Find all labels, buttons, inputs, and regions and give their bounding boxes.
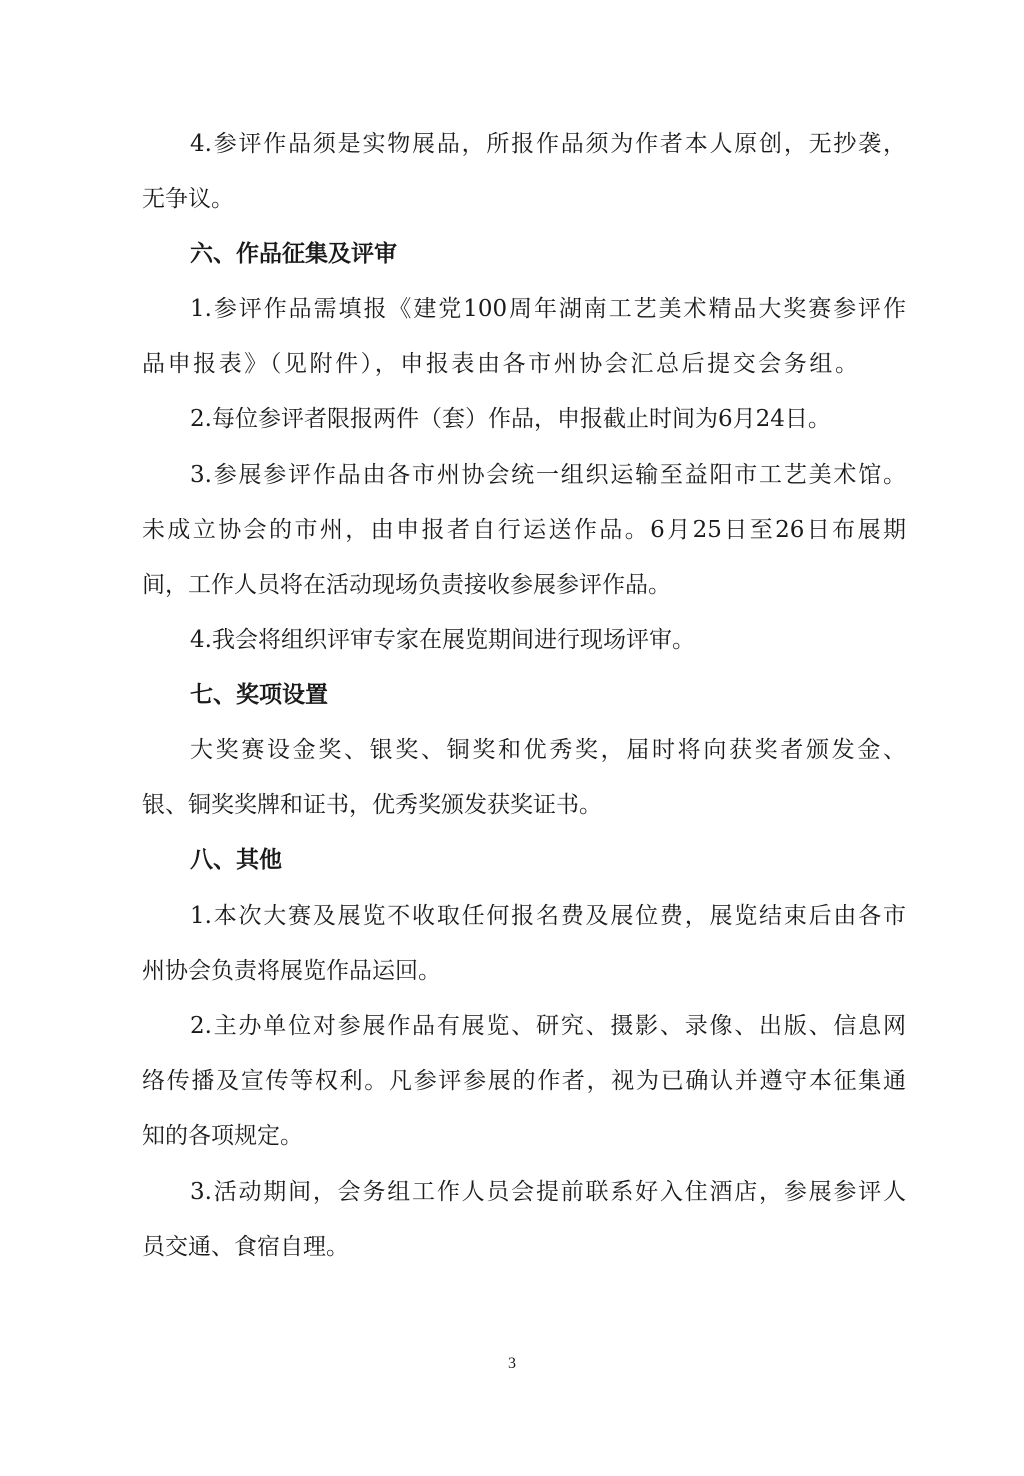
paragraph-line: 4.我会将组织评审专家在展览期间进行现场评审。 <box>190 627 695 653</box>
paragraph-line: 员交通、食宿自理。 <box>142 1234 349 1260</box>
paragraph-line: 3.活动期间，会务组工作人员会提前联系好入住酒店，参展参评人 <box>190 1179 906 1205</box>
paragraph-line: 无争议。 <box>142 186 234 212</box>
section-heading: 七、奖项设置 <box>190 681 328 708</box>
section-heading: 八、其他 <box>190 846 282 873</box>
paragraph-line: 州协会负责将展览作品运回。 <box>142 958 441 984</box>
paragraph-line: 品申报表》（见附件），申报表由各市州协会汇总后提交会务组。 <box>142 351 858 377</box>
paragraph-line: 大奖赛设金奖、银奖、铜奖和优秀奖，届时将向获奖者颁发金、 <box>190 737 906 763</box>
paragraph-line: 3.参展参评作品由各市州协会统一组织运输至益阳市工艺美术馆。 <box>190 462 906 488</box>
paragraph-line: 1.参评作品需填报《建党100周年湖南工艺美术精品大奖赛参评作 <box>190 296 906 322</box>
paragraph-line: 2.每位参评者限报两件（套）作品，申报截止时间为6月24日。 <box>190 406 831 432</box>
paragraph-line: 4.参评作品须是实物展品，所报作品须为作者本人原创，无抄袭， <box>190 131 906 157</box>
paragraph-line: 银、铜奖奖牌和证书，优秀奖颁发获奖证书。 <box>142 792 602 818</box>
paragraph-line: 间，工作人员将在活动现场负责接收参展参评作品。 <box>142 572 671 598</box>
paragraph-line: 知的各项规定。 <box>142 1123 303 1149</box>
paragraph-line: 1.本次大赛及展览不收取任何报名费及展位费，展览结束后由各市 <box>190 903 906 929</box>
paragraph-line: 未成立协会的市州，由申报者自行运送作品。6月25日至26日布展期 <box>142 517 906 543</box>
paragraph-line: 络传播及宣传等权利。凡参评参展的作者，视为已确认并遵守本征集通 <box>142 1068 906 1094</box>
paragraph-line: 2.主办单位对参展作品有展览、研究、摄影、录像、出版、信息网 <box>190 1013 906 1039</box>
section-heading: 六、作品征集及评审 <box>190 240 397 267</box>
page-number: 3 <box>508 1355 516 1372</box>
